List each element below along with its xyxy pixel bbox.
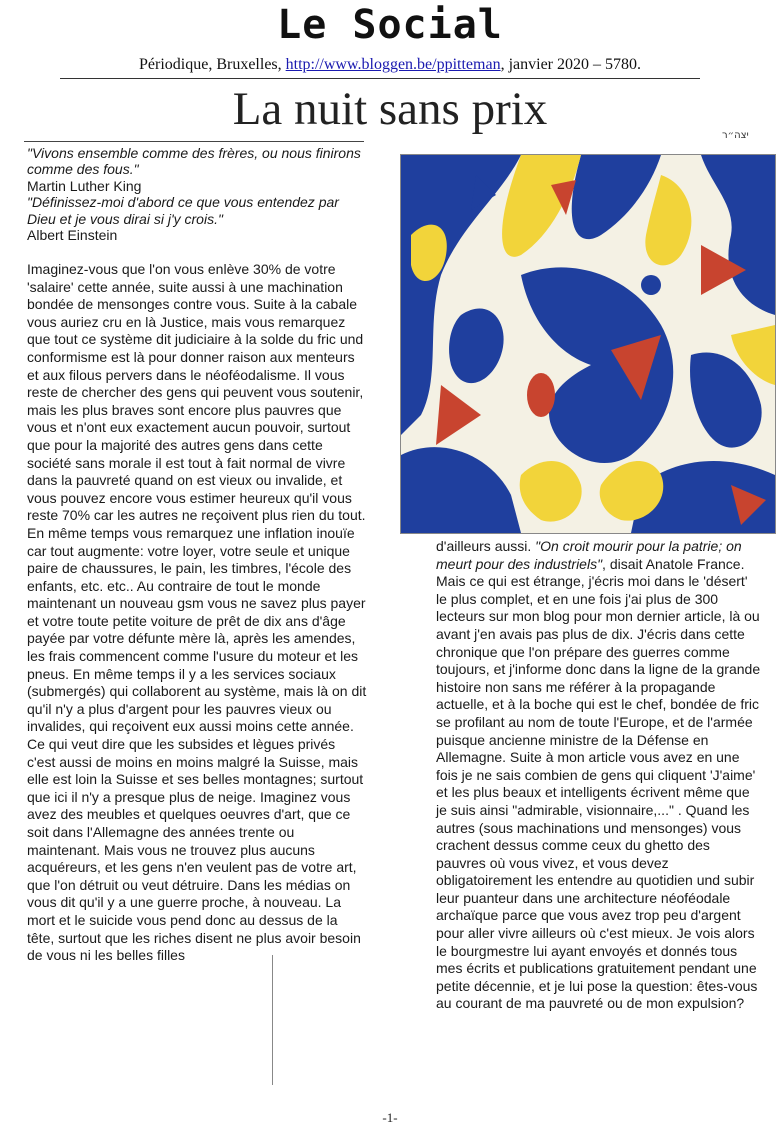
page-number: -1- [382, 1110, 398, 1125]
article-column-right [436, 538, 762, 1013]
article-headline: La nuit sans prix [232, 83, 548, 135]
epigraph-quotes [27, 145, 367, 243]
article-column-left [27, 261, 367, 965]
masthead-rule [60, 78, 700, 79]
quotes-rule [24, 141, 364, 142]
anatole-france-quote: "On croit mourir pour la patrie; on meurt pour des industriels" [436, 538, 742, 572]
hebrew-mark: יצה״ר [722, 130, 749, 141]
quote-text: "Vivons ensemble comme des frères, ou nous finirons comme des fous." [27, 145, 361, 178]
subline-location: Périodique, Bruxelles, [139, 56, 286, 73]
quote-author: Albert Einstein [27, 227, 118, 244]
quote-author: Martin Luther King [27, 177, 142, 194]
masthead-subline [0, 56, 780, 74]
blog-link[interactable]: http://www.bloggen.be/ppitteman [285, 56, 501, 73]
quote-text: "Définissez-moi d'abord ce que vous entendez par Dieu et je vous dirai si j'y crois." [27, 194, 339, 227]
masthead-title: Le Social [277, 2, 503, 48]
right-column-rest: , disait Anatole France. Mais ce qui est étrange, j'écris moi dans le 'désert' le plus complet, et en une fois j'ai plus de 300 lecteurs sur mon blog pour mon dernier article, là ou avant j'en avais pas plus de dix. J'écris dans cette chronique que l'on prépare des guerres comme toujours, et j'informe donc dans la ligne de la grande histoire non sans me référer à la propagande actuelle, et à la boche qui est le chef, bondée de fric se profilant au nom de toute l'Europe, et de l'armée puisque ancienne ministre de la Défense en Allemagne. Suite à mon article vous avez en une fois je ne sais combien de gens qui cliquent 'J'aime' et les plus beaux et intelligents écrivent même que je suis ainsi "admirable, visionnaire,..." . Quand les autres (sous machinations und mensonges) vous crachent dessus comme ceux du ghetto des pauvres où vous vivez, et vous devez obligatoirement les entendre au quotidien und subir leur puanteur dans une architecture néoféodale archaïque parce que vous avez trop peu d'argent pour aller vivre ailleurs où c'est mieux. Je vois alors le bourgmestre lui ayant envoyés et donnés tous mes écrits et publications gratuitement pendant une petite décennie, et je lui pose la question: êtes-vous au courant de ma pauvreté ou de mon expulsion? [436, 555, 761, 1012]
column-divider [272, 955, 281, 1085]
article-body-right [436, 538, 762, 1013]
painting-svg [401, 155, 775, 533]
abstract-painting [400, 154, 776, 534]
right-column-start: d'ailleurs aussi. [436, 538, 536, 554]
subline-date: , janvier 2020 – 5780. [500, 56, 641, 73]
article-body-left: Imaginez-vous que l'on vous enlève 30% de votre 'salaire' cette année, suite aussi à une machination bondée de mensonges contre vous. Suite à la cabale vous auriez cru en là Justice, mais vous remarquez que tout ce système dit judiciaire à la solde du fric und conformisme est là pour donner raison aux menteurs et aux filous pervers dans le néoféodalisme. Il vous reste de chercher des gens qui peuvent vous soutenir, mais les plus braves sont encore plus pauvres que vous et n'ont eux exactement aucun pouvoir, surtout que pour la majorité des autres gens dans cette société sans morale il est tout à fait normal de vivre dans la pauvreté quand on est vieux ou invalide, et vous pouvez encore vous estimer heureux qu'il vous reste 70% car les autres ne reçoivent plus rien du tout. En même temps vous remarquez une inflation inouïe car tout augmente: votre loyer, votre seule et unique paire de chaussures, le pain, les timbres, l'école des enfants, etc. etc.. Au contraire de tout le monde maintenant un nouveau gsm vous ne savez plus payer et votre toute petite voiture de prêt de dix ans d'âge payée par votre défunte mère là, après les amendes, les frais commencent comme l'usure du moteur et les pneus. En même temps il y a les services sociaux (submergés) qui collaborent au système, mais là on dit qu'il n'y a plus d'argent pour les pauvres vieux ou invalides, qui reçoivent eux aussi moins cette année. Ce qui veut dire que les subsides et lègues privés c'est aussi de moins en moins malgré la Suisse, mais elle est loin la Suisse et ses belles montagnes; surtout que ici il n'y a presque plus de neige. Imaginez vous avez des meubles et quelques oeuvres d'art, que ce soit dans l'Allemagne des années trente ou maintenant. Mais vous ne trouvez plus aucuns acquéreurs, et les gens n'en veulent pas de votre art, que l'on détruit ou veut détruire. Dans les médias on vous dit qu'il y a une guerre proche, à nouveau. La mort et le suicide vous pend donc au dessus de la tête, surtout que les riches disent ne plus avoir besoin de vous ni les belles filles [27, 261, 367, 964]
